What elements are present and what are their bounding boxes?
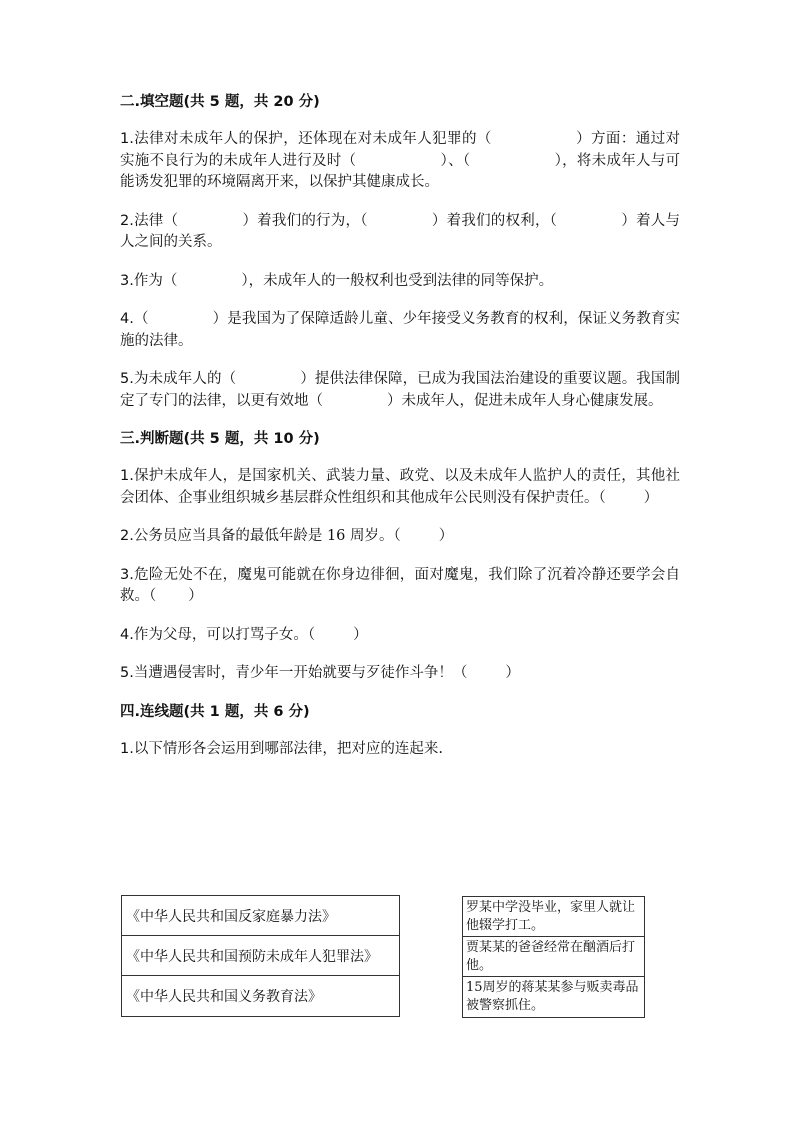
law-item[interactable]: 《中华人民共和国预防未成年人犯罪法》 bbox=[122, 936, 399, 976]
situation-item[interactable]: 15周岁的蒋某某参与贩卖毒品被警察抓住。 bbox=[466, 980, 639, 1013]
question: 5.当遭遇侵害时，青少年一开始就要与歹徒作斗争！（ ） bbox=[120, 665, 520, 681]
question: 1.以下情形各会运用到哪部法律，把对应的连起来. bbox=[120, 740, 443, 757]
section-title-matching: 四.连线题(共 1 题，共 6 分) bbox=[120, 703, 310, 720]
law-item[interactable]: 《中华人民共和国反家庭暴力法》 bbox=[122, 896, 399, 936]
question: 2.公务员应当具备的最低年龄是 16 周岁。（ ） bbox=[120, 528, 454, 544]
question: 4.作为父母，可以打骂子女。（ ） bbox=[120, 626, 368, 643]
question: 3.危险无处不在，魔鬼可能就在你身边徘徊，面对魔鬼，我们除了沉着冷静还要学会自救。（ ） bbox=[120, 566, 680, 604]
situation-item[interactable]: 贾某某的爸爸经常在酗酒后打他。 bbox=[463, 937, 644, 977]
question: 4.（ ）是我国为了保障适龄儿童、少年接受义务教育的权利，保证义务教育实施的法律。 bbox=[120, 311, 681, 349]
matching-area bbox=[121, 895, 643, 1020]
question: 1.保护未成年人，是国家机关、武装力量、政党、以及未成年人监护人的责任，其他社会团体、企事业组织城乡基层群众性组织和其他成年公民则没有保护责任。（ ） bbox=[120, 468, 680, 506]
question: 1.法律对未成年人的保护，还体现在对未成年人犯罪的（ ）方面：通过对实施不良行为的未成年人进行及时（ ）、（ ），将未成年人与可能诱发犯罪的环境隔离开来，以保护其健康成长。 bbox=[120, 131, 681, 190]
section-title-true-false: 三.判断题(共 5 题，共 10 分) bbox=[120, 431, 320, 447]
section-title-fill-blank: 二.填空题(共 5 题，共 20 分) bbox=[120, 94, 320, 110]
situation-list bbox=[462, 896, 645, 1018]
exam-page bbox=[120, 92, 680, 777]
law-list bbox=[121, 895, 400, 1017]
question: 2.法律（ ）着我们的行为，（ ）着我们的权利，（ ）着人与人之间的关系。 bbox=[120, 212, 681, 250]
question: 3.作为（ ），未成年人的一般权利也受到法律的同等保护。 bbox=[120, 272, 554, 289]
question: 5.为未成年人的（ ）提供法律保障，已成为我国法治建设的重要议题。我国制定了专门的法律，以更有效地（ ）未成年人，促进未成年人身心健康发展。 bbox=[120, 371, 681, 409]
situation-item[interactable]: 罗某中学没毕业，家里人就让他辍学打工。 bbox=[463, 897, 644, 937]
law-item[interactable]: 《中华人民共和国义务教育法》 bbox=[126, 989, 322, 1005]
